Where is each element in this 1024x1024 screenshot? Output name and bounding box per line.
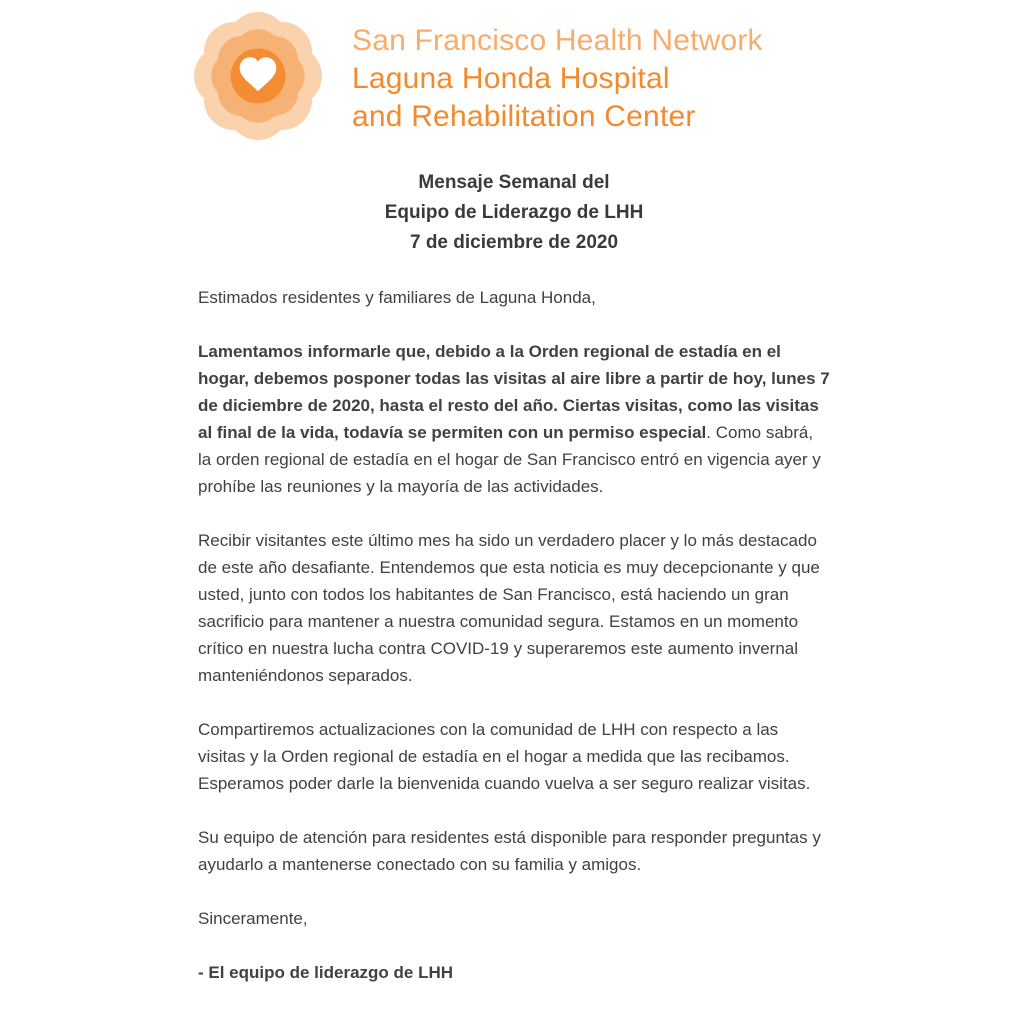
brand-hospital-name-line2: and Rehabilitation Center xyxy=(352,100,696,133)
title-line-1: Mensaje Semanal del xyxy=(418,172,610,193)
letter-body xyxy=(198,284,830,986)
title-date: 7 de diciembre de 2020 xyxy=(409,232,619,253)
body-paragraph: Recibir visitantes este último mes ha sido un verdadero placer y lo más destacado de este año desafiante. Entendemos que esta noticia es muy decepcionante y que usted, junto con todos los habitantes de San Francisco, está haciendo un gran sacrificio para mantener a nuestra comunidad segura. Estamos en un momento crítico en nuestra lucha contra COVID-19 y superaremos este aumento invernal manteniéndonos separados. xyxy=(198,531,820,685)
flower-heart-icon xyxy=(192,10,324,142)
notice-regular-text: . Como sabrá, la orden regional de estadía en el hogar de San Francisco entró en vigencia ayer y prohíbe las reuniones y la mayoría de las actividades. xyxy=(198,423,821,496)
signature: - El equipo de liderazgo de LHH xyxy=(198,963,454,982)
notice-bold-text: Lamentamos informarle que, debido a la Orden regional de estadía en el hogar, debemos posponer todas las visitas al aire libre a partir de hoy, lunes 7 de diciembre de 2020, hasta el resto del año. Ciertas visitas, como las visitas al final de la vida, todavía se permiten con un permiso especial xyxy=(198,342,830,442)
brand-text xyxy=(352,10,763,136)
letter-header xyxy=(198,10,830,142)
closing: Sinceramente, xyxy=(198,909,308,928)
body-paragraph: Compartiremos actualizaciones con la comunidad de LHH con respecto a las visitas y la Orden regional de estadía en el hogar a medida que las recibamos. Esperamos poder darle la bienvenida cuando vuelva a ser seguro realizar visitas. xyxy=(198,720,811,793)
letter-title xyxy=(198,168,830,258)
brand-network-name: San Francisco Health Network xyxy=(352,24,763,57)
brand-hospital-name-line1: Laguna Honda Hospital xyxy=(352,62,670,95)
notice-paragraph xyxy=(198,338,830,500)
title-line-2: Equipo de Liderazgo de LHH xyxy=(384,202,644,223)
letter-content xyxy=(198,0,830,986)
salutation: Estimados residentes y familiares de Laguna Honda, xyxy=(198,288,596,307)
hospital-logo xyxy=(192,10,324,142)
body-paragraph: Su equipo de atención para residentes está disponible para responder preguntas y ayudarlo a mantenerse conectado con su familia y amigos. xyxy=(198,828,821,874)
